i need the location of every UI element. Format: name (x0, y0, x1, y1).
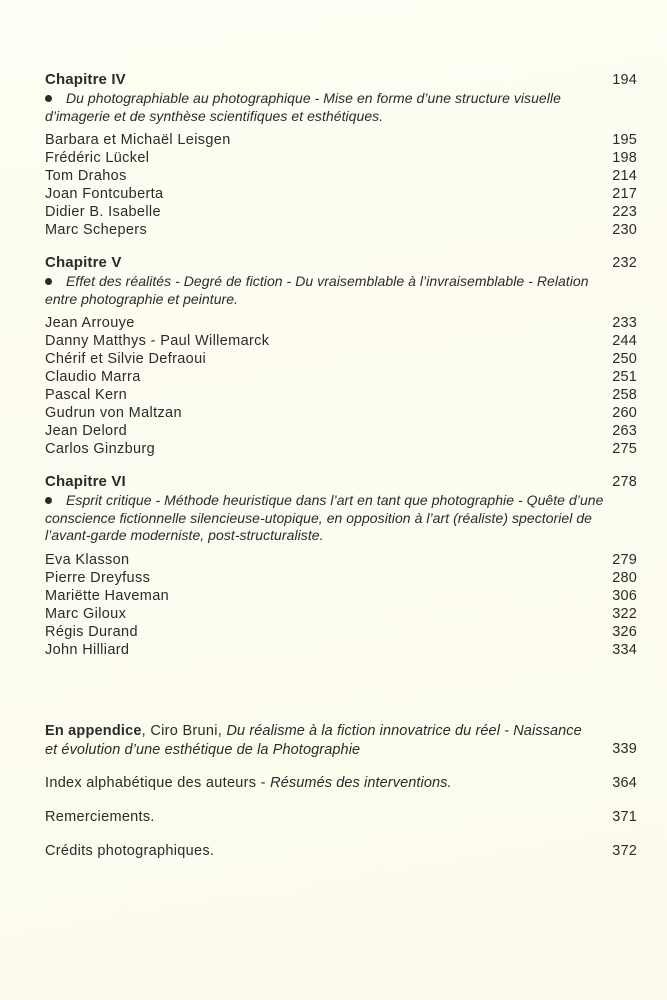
appendix-row-index (45, 774, 637, 793)
toc-entry-page: 275 (612, 441, 637, 457)
appendix-page: 339 (612, 741, 637, 757)
chapter-description-6 (45, 492, 605, 545)
toc-chapter-list (45, 70, 637, 673)
chapter-page-6: 278 (612, 474, 637, 490)
chapter-block-6 (45, 472, 637, 659)
toc-entry-page: 306 (612, 587, 637, 604)
toc-entry-name: Jean Delord (45, 423, 128, 439)
toc-entry (45, 422, 637, 440)
appendix-text (45, 774, 452, 793)
filled-round-bullet-icon (45, 278, 52, 285)
toc-entry-page: 263 (612, 423, 637, 439)
toc-entry-name: Marc Schepers (45, 222, 148, 238)
toc-entry (45, 185, 637, 203)
toc-entry (45, 386, 637, 404)
toc-entry-page: 244 (612, 333, 637, 349)
appendix-regular-label: Index alphabétique des auteurs - (45, 775, 271, 791)
toc-entry (45, 332, 637, 350)
toc-entry-page: 233 (612, 315, 637, 331)
chapter-description-text-6: Esprit critique - Méthode heuristique dans l’art en tant que photographie - Quête d’une conscience fictionnelle silencieuse-utopique, en opposition à l’art (réaliste) spectoriel de l’avant-garde moderniste, post-structuraliste. (45, 492, 604, 543)
appendix-text (45, 722, 590, 759)
appendix-regular-label: Remerciements. (45, 809, 155, 825)
toc-entry (45, 131, 637, 149)
appendix-row-credits (45, 842, 637, 861)
toc-entry (45, 203, 637, 221)
toc-entry-name: Eva Klasson (45, 551, 130, 568)
toc-entry (45, 368, 637, 386)
toc-entry-name: Chérif et Silvie Defraoui (45, 351, 207, 367)
toc-entry-page: 250 (612, 351, 637, 367)
toc-entry-name: Claudio Marra (45, 369, 141, 385)
appendix-italic-label: Résumés des interventions. (270, 775, 452, 791)
toc-entry-name: Gudrun von Maltzan (45, 405, 182, 421)
appendix-page: 364 (612, 775, 637, 791)
chapter-block-4 (45, 70, 637, 239)
toc-entry-name: Pascal Kern (45, 387, 128, 403)
chapter-block-5 (45, 253, 637, 458)
toc-entry (45, 605, 637, 623)
toc-entry (45, 569, 637, 587)
appendix-text (45, 842, 214, 861)
toc-entry (45, 641, 637, 659)
toc-appendix-list (45, 722, 637, 876)
toc-entry-page: 258 (612, 387, 637, 403)
toc-entry-page: 260 (612, 405, 637, 421)
toc-entry-page: 217 (612, 186, 637, 202)
toc-entry-name: Carlos Ginzburg (45, 441, 156, 457)
toc-entry (45, 221, 637, 239)
chapter-title-6: Chapitre VI (45, 473, 126, 490)
toc-entry-page: 223 (612, 204, 637, 220)
filled-round-bullet-icon (45, 95, 52, 102)
toc-entry-name: John Hilliard (45, 641, 130, 658)
appendix-page: 371 (612, 809, 637, 825)
toc-entry-page: 214 (612, 168, 637, 184)
toc-entry-page: 280 (612, 569, 637, 586)
toc-entry-page: 322 (612, 605, 637, 622)
appendix-row-en-appendice (45, 722, 637, 759)
toc-entry-page: 334 (612, 641, 637, 658)
chapter-title-4: Chapitre IV (45, 71, 126, 88)
toc-entry-page: 195 (612, 132, 637, 148)
chapter-description-text-5: Effet des réalités - Degré de fiction - Du vraisemblable à l’invraisemblable - Relation entre photographie et peinture. (45, 273, 589, 307)
appendix-row-remerciements (45, 808, 637, 827)
toc-entry-name: Marc Giloux (45, 605, 127, 622)
chapter-heading-6 (45, 472, 637, 491)
toc-entry-name: Tom Drahos (45, 168, 127, 184)
toc-entry-page: 279 (612, 551, 637, 568)
toc-entry (45, 149, 637, 167)
chapter-entries-4 (45, 131, 637, 239)
appendix-bold-label: En appendice (45, 723, 142, 739)
toc-entry (45, 587, 637, 605)
filled-round-bullet-icon (45, 497, 52, 504)
toc-entry-page: 251 (612, 369, 637, 385)
toc-entry-name: Barbara et Michaël Leisgen (45, 132, 231, 148)
chapter-description-5 (45, 273, 605, 308)
chapter-entries-5 (45, 314, 637, 458)
toc-entry-page: 198 (612, 150, 637, 166)
toc-entry-name: Danny Matthys - Paul Willemarck (45, 333, 270, 349)
toc-entry-page: 230 (612, 222, 637, 238)
chapter-heading-4 (45, 70, 637, 89)
chapter-description-text-4: Du photographiable au photographique - Mise en forme d’une structure visuelle d’imagerie et de synthèse scientifiques et esthétiques. (45, 90, 561, 124)
toc-entry-page: 326 (612, 623, 637, 640)
chapter-description-4 (45, 90, 605, 125)
toc-entry (45, 314, 637, 332)
appendix-regular-label: Crédits photographiques. (45, 843, 215, 859)
toc-entry-name: Frédéric Lückel (45, 150, 150, 166)
toc-entry-name: Jean Arrouye (45, 315, 135, 331)
chapter-entries-6 (45, 551, 637, 659)
chapter-title-5: Chapitre V (45, 254, 122, 271)
chapter-heading-5 (45, 253, 637, 272)
toc-entry (45, 350, 637, 368)
appendix-regular-label: , Ciro Bruni, (141, 723, 227, 739)
toc-entry (45, 167, 637, 185)
chapter-page-5: 232 (612, 255, 637, 271)
appendix-italic-label: Du réalisme à la fiction innovatrice du réel - Naissance et évolution d’une esthétique de la Photographie (45, 723, 582, 758)
toc-entry-name: Didier B. Isabelle (45, 204, 161, 220)
toc-entry-name: Régis Durand (45, 623, 138, 640)
toc-entry (45, 551, 637, 569)
toc-entry-name: Joan Fontcuberta (45, 186, 164, 202)
chapter-page-4: 194 (612, 72, 637, 88)
toc-entry (45, 623, 637, 641)
toc-entry (45, 440, 637, 458)
toc-entry-name: Mariëtte Haveman (45, 587, 170, 604)
appendix-page: 372 (612, 843, 637, 859)
toc-entry-name: Pierre Dreyfuss (45, 569, 151, 586)
toc-entry (45, 404, 637, 422)
appendix-text (45, 808, 155, 827)
